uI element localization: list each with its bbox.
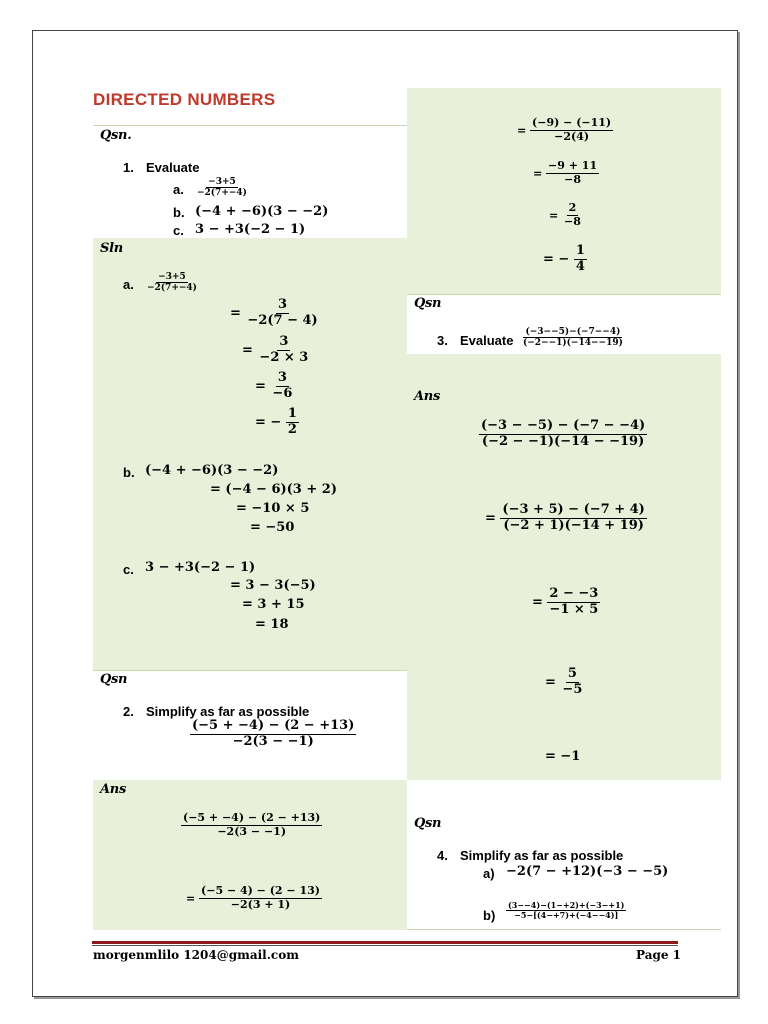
fraction-denominator: 4: [575, 258, 585, 274]
q1a-fraction: [195, 177, 249, 199]
solution-label: Sln: [100, 241, 123, 256]
equals-sign: = −: [543, 251, 574, 267]
a3-step-4: = −1: [545, 749, 581, 764]
divider: [93, 125, 407, 126]
sc-letter: c.: [123, 562, 134, 577]
equals-sign: =: [549, 208, 563, 222]
fraction-denominator: −8: [564, 172, 582, 186]
page-title: DIRECTED NUMBERS: [93, 90, 276, 109]
q4a-expression: −2(7 − +12)(−3 − −5): [506, 864, 669, 879]
fraction-numerator: (−5 + −4) − (2 − +13): [183, 811, 321, 824]
footer-page-number: Page 1: [636, 948, 682, 962]
fraction-numerator: (−3−−5)−(−7−−4): [525, 327, 621, 337]
equals-sign: = −: [255, 414, 286, 430]
sa-step-3: [255, 371, 294, 402]
sb-letter: b.: [123, 465, 135, 480]
fraction-denominator: −5: [562, 681, 583, 697]
q1c-letter: c.: [173, 223, 184, 238]
question1-prompt: Evaluate: [146, 160, 200, 175]
equals-sign: =: [230, 305, 246, 321]
ans2-step-1: [186, 885, 322, 911]
divider: [93, 670, 407, 671]
fraction-numerator: −9 + 11: [548, 159, 598, 172]
sa-step-2: [242, 335, 310, 366]
fraction-denominator: (−2 + 1)(−14 + 19): [503, 517, 644, 533]
fraction-denominator: −2 × 3: [259, 349, 309, 365]
answer2-label: Ans: [100, 782, 126, 797]
fraction-denominator: −5−[(4−+7)+(−4−−4)]: [514, 910, 619, 921]
fraction-denominator: 2: [287, 421, 297, 437]
equals-sign: =: [517, 123, 531, 137]
equals-sign: =: [255, 378, 271, 394]
q4a-letter: a): [483, 866, 495, 881]
q1b-expression: (−4 + −6)(3 − −2): [195, 204, 329, 219]
fraction-numerator: 1: [287, 406, 297, 421]
r-step-2: [533, 160, 599, 186]
question2-label: Qsn: [100, 672, 128, 687]
a3-step-2: [532, 587, 600, 618]
fraction-numerator: (−9) − (−11): [532, 116, 612, 129]
fraction-numerator: (−5 + −4) − (2 − +13): [192, 718, 355, 733]
equals-sign: =: [485, 510, 501, 526]
fraction-denominator: −6: [272, 385, 293, 401]
sb-step-1: = (−4 − 6)(3 + 2): [210, 482, 337, 497]
q4b-fraction: [506, 901, 626, 920]
q1b-letter: b.: [173, 205, 185, 220]
fraction-denominator: −2(7 − 4): [247, 312, 318, 328]
sc-expression: 3 − +3(−2 − 1): [145, 560, 256, 575]
sb-expression: (−4 + −6)(3 − −2): [145, 463, 279, 478]
equals-sign: =: [186, 891, 200, 905]
ans2-step-0: [181, 812, 322, 838]
equals-sign: =: [242, 342, 258, 358]
equals-sign: =: [533, 166, 547, 180]
fraction-denominator: −2(4): [554, 129, 590, 143]
divider: [407, 294, 721, 295]
question3-label: Qsn: [414, 296, 442, 311]
a3-step-1: [485, 503, 647, 534]
fraction-denominator: −2(7+−4): [197, 188, 247, 199]
sa-fraction: [145, 272, 199, 294]
r-step-4: [543, 244, 587, 275]
fraction-numerator: (−5 − 4) − (2 − 13): [201, 884, 320, 897]
fraction-numerator: 5: [567, 666, 577, 681]
footer-rule: [92, 941, 678, 944]
question2-number: 2.: [123, 704, 134, 719]
sa-letter: a.: [123, 277, 134, 292]
question1-label: Qsn.: [100, 128, 132, 143]
fraction-numerator: (−3 − −5) − (−7 − −4): [481, 418, 646, 433]
footer-rule-thin: [92, 945, 678, 946]
fraction-numerator: (−3 + 5) − (−7 + 4): [502, 502, 645, 517]
fraction-numerator: 3: [278, 297, 288, 312]
q4b-letter: b): [483, 908, 496, 923]
fraction-denominator: −2(3 + 1): [230, 897, 291, 911]
a3-step-0: [479, 419, 647, 450]
question4-label: Qsn: [414, 816, 442, 831]
question4-number: 4.: [437, 848, 448, 863]
r-step-3: [549, 202, 583, 228]
fraction-numerator: (3−−4)−(1−+2)+(−3−+1): [508, 900, 625, 910]
question3-number: 3.: [437, 333, 448, 348]
question3-prompt: Evaluate: [460, 333, 514, 348]
fraction-numerator: 2 − −3: [549, 586, 599, 601]
fraction-denominator: −2(7+−4): [147, 283, 197, 294]
fraction-denominator: −2(3 − −1): [217, 824, 287, 838]
sc-step-2: = 3 + 15: [242, 597, 305, 612]
footer-email: morgenmlilo 1204@gmail.com: [93, 948, 299, 962]
q1a-letter: a.: [173, 182, 184, 197]
fraction-denominator: (−2−−1)(−14−−19): [523, 338, 623, 349]
fraction-denominator: −1 × 5: [549, 601, 599, 617]
sc-step-1: = 3 − 3(−5): [230, 578, 316, 593]
equals-sign: =: [545, 674, 561, 690]
sb-step-3: = −50: [250, 520, 295, 535]
fraction-numerator: −3+5: [158, 272, 186, 282]
fraction-denominator: −8: [564, 214, 581, 228]
question3-fraction: [521, 327, 625, 349]
divider: [407, 929, 721, 930]
question1-number: 1.: [123, 160, 134, 175]
question4-prompt: Simplify as far as possible: [460, 848, 624, 863]
fraction-numerator: 3: [279, 334, 289, 349]
r-step-1: [517, 117, 613, 143]
question2-fraction: [190, 719, 356, 750]
question2-prompt: Simplify as far as possible: [146, 704, 310, 719]
equals-sign: =: [532, 594, 548, 610]
fraction-denominator: (−2 − −1)(−14 − −19): [481, 433, 645, 449]
q1c-expression: 3 − +3(−2 − 1): [195, 222, 306, 237]
sa-step-4: [255, 407, 299, 438]
fraction-numerator: −3+5: [208, 177, 236, 187]
sc-step-3: = 18: [255, 617, 289, 632]
a3-step-3: [545, 667, 584, 698]
sa-step-1: [230, 298, 320, 329]
fraction-numerator: 1: [575, 243, 585, 258]
fraction-numerator: 2: [568, 201, 577, 214]
answer3-label: Ans: [414, 389, 440, 404]
sb-step-2: = −10 × 5: [236, 501, 310, 516]
fraction-denominator: −2(3 − −1): [232, 733, 314, 749]
fraction-numerator: 3: [277, 370, 287, 385]
